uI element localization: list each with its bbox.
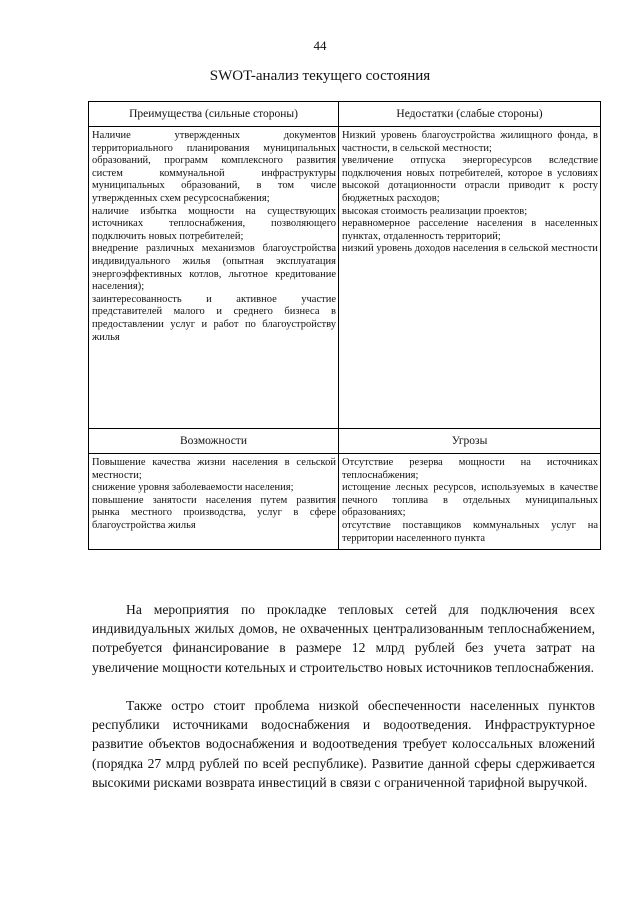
- weaknesses-cell: [339, 127, 601, 429]
- page-number: 44: [313, 38, 327, 53]
- opportunities-header: Возможности: [89, 429, 339, 454]
- weaknesses-item: Низкий уровень благоустройства жилищного фонда, в частности, в сельской местности;: [342, 130, 598, 154]
- swot-body-row-1: [89, 127, 601, 429]
- threats-item: истощение лесных ресурсов, используемых в качестве печного топлива в отдельных муниципальных образованиях;: [342, 482, 598, 519]
- swot-table: [88, 101, 601, 550]
- strengths-item: Наличие утвержденных документов территориального планирования муниципальных образований, программ комплексного развития систем коммунальной инфраструктуры муниципальных образований, в том числе утвержденных схем ресурсоснабжения;: [92, 130, 336, 204]
- body-paragraph: Также остро стоит проблема низкой обеспеченности населенных пунктов республики источниками водоснабжения и водоотведения. Инфраструктурное развитие объектов водоснабжения и водоотведения требует колоссальных вложений (порядка 27 млрд рублей по всей республике). Развитие данной сферы сдерживается высокими рисками возврата инвестиций в связи с ограниченной тарифной выручкой.: [92, 698, 595, 790]
- body-paragraph: На мероприятия по прокладке тепловых сетей для подключения всех индивидуальных жилых домов, не охваченных централизованным теплоснабжением, потребуется финансирование в размере 12 млрд рублей без учета затрат на увеличение мощности котельных и строительство новых источников теплоснабжения.: [92, 602, 595, 675]
- threats-header: Угрозы: [339, 429, 601, 454]
- weaknesses-item: увеличение отпуска энергоресурсов вследствие подключения новых потребителей, которое в условиях высокой дотационности отрасли приводит к росту бюджетных расходов;: [342, 155, 598, 204]
- threats-item: Отсутствие резерва мощности на источниках теплоснабжения;: [342, 457, 598, 481]
- swot-body-row-2: [89, 454, 601, 550]
- weaknesses-item: низкий уровень доходов населения в сельской местности: [342, 243, 598, 255]
- swot-header-row-2: [89, 429, 601, 454]
- weaknesses-item: высокая стоимость реализации проектов;: [342, 205, 528, 217]
- strengths-item: внедрение различных механизмов благоустройства индивидуального жилья (опытная эксплуатация энергоэффективных котлов, льготное кредитование населения);: [92, 243, 336, 293]
- weaknesses-header: Недостатки (слабые стороны): [339, 102, 601, 127]
- threats-cell: [339, 454, 601, 550]
- threats-item: отсутствие поставщиков коммунальных услуг на территории населенного пункта: [342, 519, 598, 544]
- opportunities-item: Повышение качества жизни населения в сельской местности;: [92, 457, 336, 481]
- strengths-item: заинтересованность и активное участие представителей малого и среднего бизнеса в предоставлении услуг и работ по благоустройству жилья: [92, 293, 336, 343]
- weaknesses-item: неравномерное расселение населения в населенных пунктах, отдаленность территорий;: [342, 218, 598, 242]
- strengths-header: Преимущества (сильные стороны): [89, 102, 339, 127]
- swot-header-row-1: [89, 102, 601, 127]
- opportunities-item: снижение уровня заболеваемости населения;: [92, 482, 294, 494]
- page-title: SWOT-анализ текущего состояния: [209, 68, 431, 84]
- strengths-item: наличие избытка мощности на существующих источниках теплоснабжения, позволяющего подключить новых потребителей;: [92, 205, 336, 242]
- opportunities-item: повышение занятости населения путем развития рынка местного производства, услуг в сфере благоустройства жилья: [92, 494, 336, 531]
- opportunities-cell: [89, 454, 339, 550]
- strengths-cell: [89, 127, 339, 429]
